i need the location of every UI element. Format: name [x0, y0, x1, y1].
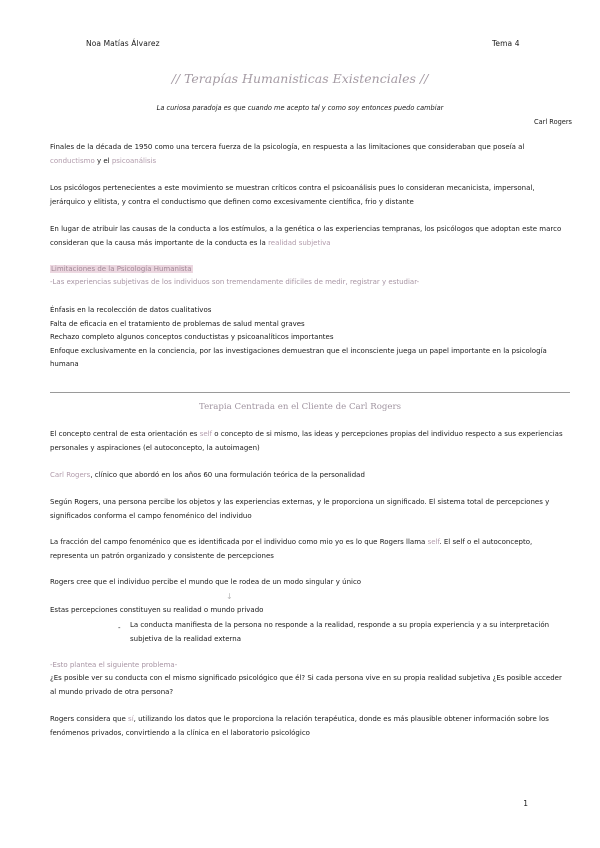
paragraph-rogers: Carl Rogers, clínico que abordó en los años 60 una formulación teórica de la personalidad: [50, 471, 365, 479]
page-title: // Terapías Humanisticas Existenciales //: [171, 71, 429, 86]
paragraph-self: El concepto central de esta orientación es self o concepto de si mismo, las ideas y percepciones propias del individuo respecto a sus experiencias personales y aspiraciones (el autoconcepto, la autoimagen): [50, 430, 563, 452]
quote-author: Carl Rogers: [534, 118, 572, 126]
term-self: self: [199, 430, 213, 438]
term-carl-rogers: Carl Rogers: [50, 471, 91, 479]
paragraph-percepciones: Estas percepciones constituyen su realidad o mundo privado: [50, 606, 264, 614]
section-title: Terapia Centrada en el Cliente de Carl Rogers: [199, 402, 401, 412]
problem-text: ¿Es posible ver su conducta con el mismo significado psicológico que él? Si cada persona vive en su propia realidad subjetiva ¿Es posible acceder al mundo privado de otra persona?: [50, 674, 562, 696]
bullet-text: La conducta manifiesta de la persona no responde a la realidad, responde a su propia experiencia y a su interpretación subjetiva de la realidad externa: [130, 621, 550, 643]
paragraph-causes: En lugar de atribuir las causas de la conducta a los estímulos, a la genética o las experiencias tempranas, los psicólogos que adoptan este marco consideran que la causa más importante de la conducta es la realidad subjetiva: [50, 225, 562, 247]
page-number: 1: [523, 799, 528, 808]
bullet-dash: -: [118, 624, 121, 632]
term-self-2: self: [427, 538, 440, 546]
list-item: Rechazo completo algunos conceptos conductistas y psicoanalíticos importantes: [50, 333, 334, 341]
limitaciones-list: [50, 304, 570, 372]
quote-text: La curiosa paradoja es que cuando me acepto tal y como soy entonces puedo cambiar: [156, 104, 444, 112]
header-topic: Tema 4: [492, 39, 520, 48]
paragraph-campo: Según Rogers, una persona percibe los objetos y las experiencias externas, y le proporciona un significado. El sistema total de percepciones y significados conforma el campo fenoménico del individuo: [50, 498, 550, 520]
limitaciones-heading: Limitaciones de la Psicología Humanista: [51, 265, 192, 273]
paragraph-fraccion: La fracción del campo fenoménico que es identificada por el individuo como mio yo es lo que Rogers llama self. El self o el autoconcepto, representa un patrón organizado y consistente de percepciones: [50, 538, 533, 560]
paragraph-intro: Finales de la década de 1950 como una tercera fuerza de la psicología, en respuesta a las limitaciones que consideraban que poseía al conductismo y el psicoanálisis: [50, 143, 525, 165]
paragraph-conclusion: Rogers considera que sí, utilizando los datos que le proporciona la relación terapéutica, donde es más plausible obtener información sobre los fenómenos privados, convirtiendo a la clínica en el laboratorio psicológico: [50, 715, 549, 737]
list-item: Enfoque exclusivamente en la conciencia, por las investigaciones demuestran que el inconsciente juega un papel importante en la psicología humana: [50, 346, 547, 368]
term-realidad-subjetiva: realidad subjetiva: [268, 238, 331, 247]
paragraph-critics: Los psicólogos pertenecientes a este movimiento se muestran críticos contra el psicoanálisis pues lo consideran mecanicista, impersonal, jerárquico y elitista, y contra el conductismo que definen como excesivamente científica, frio y distante: [50, 184, 535, 206]
list-item: Énfasis en la recolección de datos cualitativos: [50, 306, 212, 314]
list-item: Falta de eficacia en el tratamiento de problemas de salud mental graves: [50, 319, 305, 328]
problem-heading: -Esto plantea el siguiente problema-: [50, 661, 178, 669]
term-conductismo: conductismo: [50, 156, 95, 165]
term-si: sí: [128, 715, 134, 723]
down-arrow-icon: ↓: [226, 592, 233, 601]
limitaciones-subtitle: -Las experiencias subjetivas de los individuos son tremendamente difíciles de medir, registrar y estudiar-: [50, 278, 420, 286]
section-divider: [50, 392, 570, 393]
paragraph-singular: Rogers cree que el individuo percibe el mundo que le rodea de un modo singular y único: [50, 578, 362, 586]
term-psicoanalisis: psicoanálisis: [111, 156, 157, 165]
header-author: Noa Matías Álvarez: [86, 39, 160, 48]
